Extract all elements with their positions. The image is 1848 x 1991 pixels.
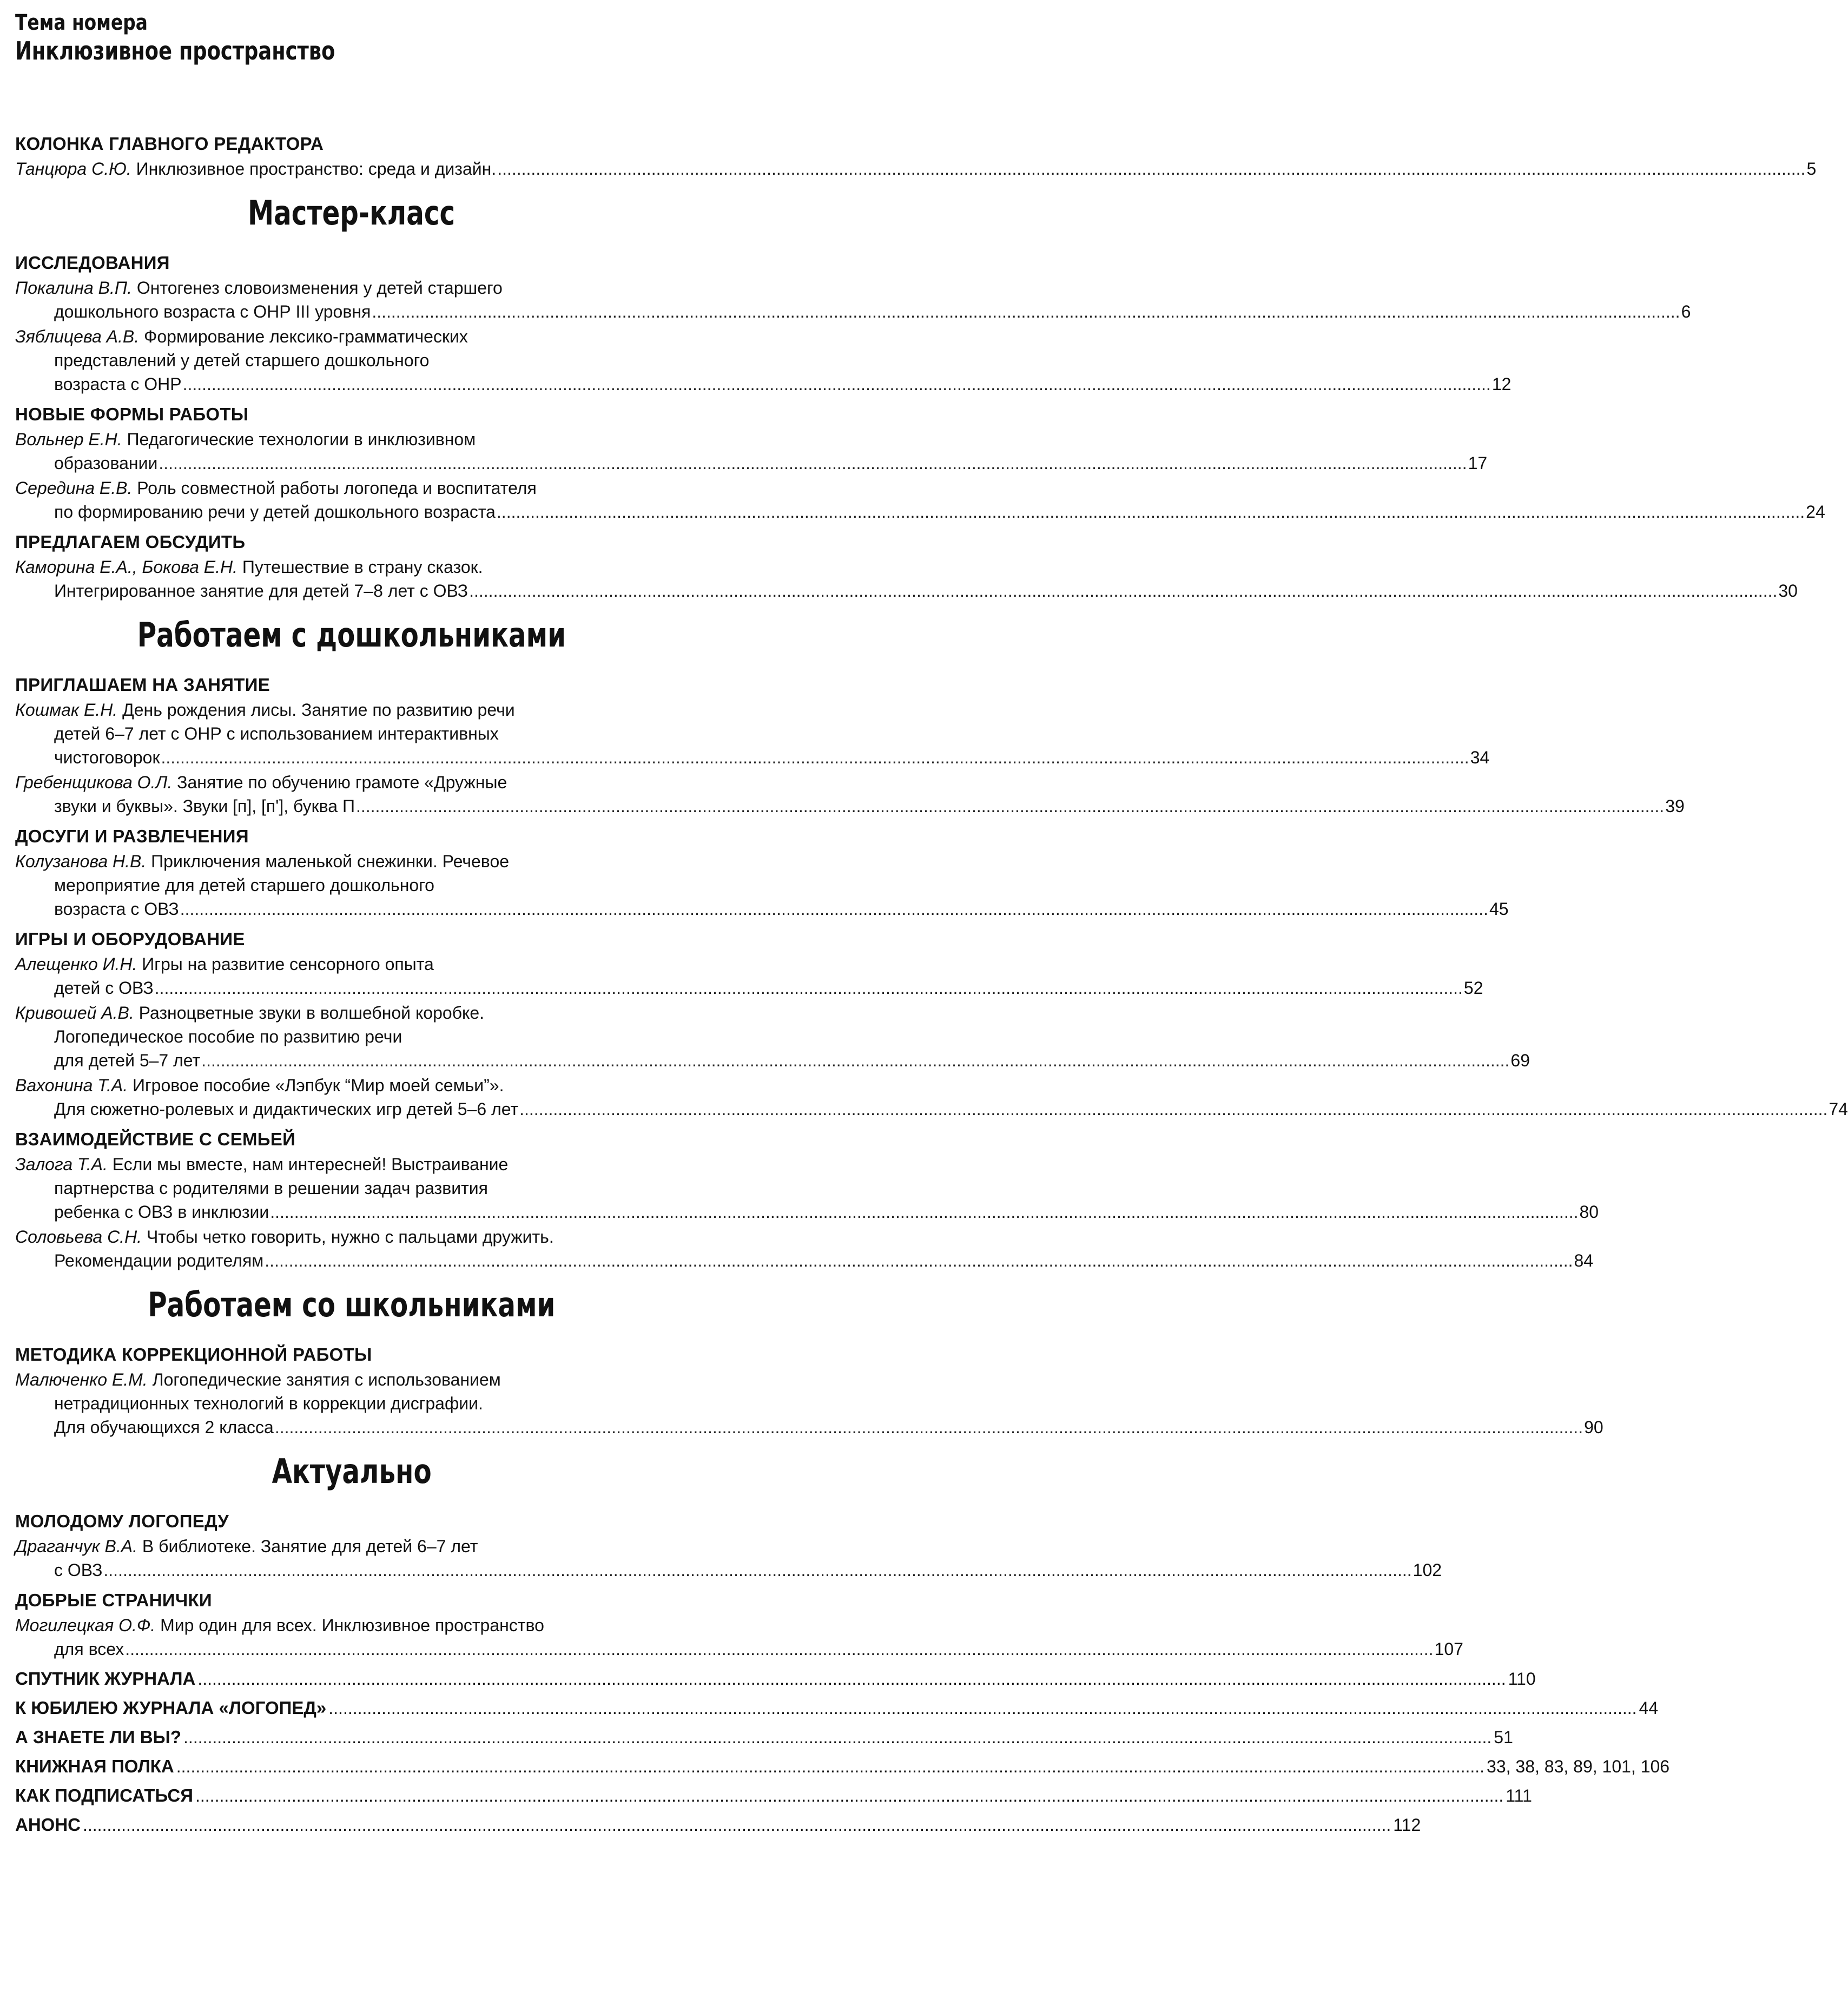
toc-entry[interactable] [15,849,1509,921]
leader-dots [328,1693,1636,1723]
entry-text: Игры на развитие сенсорного опыта [142,954,434,974]
leader-dots [519,1099,1827,1119]
entry-first-line [15,1613,688,1637]
rubric-title: ДОСУГИ И РАЗВЛЕЧЕНИЯ [15,826,249,846]
topic-label: Тема номера [15,10,148,35]
entry-author: Каморина Е.А., Бокова Е.Н. [15,557,237,577]
entry-last-line [15,794,1685,818]
entry-author: Вахонина Т.А. [15,1076,128,1095]
entry-page: 90 [1584,1418,1603,1437]
entry-text: звуки и буквы». Звуки [п], [п'], буква П [54,796,355,816]
entry-last-line [15,579,1798,603]
toc-entry[interactable] [15,1534,1442,1582]
entry-author: Зяблицева А.В. [15,327,140,346]
leader-dots [356,796,1664,816]
misc-entry[interactable] [15,1723,1513,1752]
toc-entry[interactable] [15,276,1691,324]
entry-last-line [15,451,1488,475]
misc-label: КАК ПОДПИСАТЬСЯ [15,1785,193,1805]
misc-pages: 111 [1506,1786,1532,1805]
entry-last-line [15,1097,1848,1121]
entry-text: Путешествие в страну сказок. [242,557,483,577]
entry-page: 84 [1574,1251,1594,1270]
rubric-title: МЕТОДИКА КОРРЕКЦИОННОЙ РАБОТЫ [15,1344,372,1364]
entry-last-line [15,500,1825,524]
toc-entry[interactable] [15,1001,1530,1072]
misc-pages: 33, 38, 83, 89, 101, 106 [1487,1757,1670,1776]
entry-last-line [15,746,1490,769]
entry-line: мероприятие для детей старшего дошкольного [54,875,434,895]
toc-entry[interactable] [15,952,1483,1000]
misc-list [15,1664,1670,1840]
entry-text: Разноцветные звуки в волшебной коробке. [138,1003,485,1023]
toc-entry[interactable] [15,1613,1463,1661]
misc-label: АНОНС [15,1815,81,1835]
entry-last-line [15,1249,1594,1273]
entry-page: 6 [1681,302,1691,321]
entry-last-line [15,1049,1530,1072]
entry-line: представлений у детей старшего дошкольного [54,351,430,370]
rubric-title: ДОБРЫЕ СТРАНИЧКИ [15,1590,212,1610]
entry-first-line [15,770,688,794]
entry-first-line [15,698,688,722]
entry-author: Алещенко И.Н. [15,954,137,974]
entry-first-line [15,325,688,348]
entry-page: 74 [1829,1099,1848,1119]
misc-entry[interactable] [15,1693,1659,1723]
entry-page: 30 [1778,581,1798,601]
toc-entry[interactable] [15,325,1512,396]
toc-entry[interactable] [15,770,1685,818]
entry-author: Танцюра С.Ю. [15,159,131,179]
entry-author: Драганчук В.А. [15,1537,137,1556]
misc-label: СПУТНИК ЖУРНАЛА [15,1669,196,1689]
toc-entry[interactable] [15,1073,1848,1121]
entry-last-line [15,300,1691,324]
entry-last-line [15,1558,1442,1582]
entry-author: Середина Е.В. [15,478,133,498]
leader-dots [180,899,1488,919]
misc-label: К ЮБИЛЕЮ ЖУРНАЛА «ЛОГОПЕД» [15,1698,327,1718]
section-header [15,1440,688,1503]
entry-text: Мир один для всех. Инклюзивное пространство [160,1616,544,1635]
entry-text: В библиотеке. Занятие для детей 6–7 лет [142,1537,478,1556]
leader-dots [265,1251,1573,1270]
rubric-title: ИГРЫ И ОБОРУДОВАНИЕ [15,929,245,949]
entry-text: чистоговорок [54,748,160,767]
entry-text: Роль совместной работы логопеда и воспитателя [137,478,537,498]
leader-dots [176,1752,1484,1781]
entry-text: Занятие по обучению грамоте «Дружные [177,773,507,792]
entry-page: 52 [1463,978,1483,998]
leader-dots [103,1560,1411,1580]
leader-dots [183,1723,1491,1752]
entry-page: 45 [1489,899,1509,919]
leader-dots [469,581,1777,601]
entry-text: возраста с ОНР [54,374,182,394]
entry-text: для детей 5–7 лет [54,1051,201,1070]
entry-text: Интегрированное занятие для детей 7–8 лет с ОВЗ [54,581,468,601]
rubric-title: НОВЫЕ ФОРМЫ РАБОТЫ [15,404,249,424]
entry-text: Приключения маленькой снежинки. Речевое [151,852,510,871]
entry-text: Если мы вместе, нам интересней! Выстраивание [112,1155,509,1174]
section-header [15,604,688,667]
entry-text: ребенка с ОВЗ в инклюзии [54,1202,269,1222]
entry-last-line [15,1200,1599,1224]
entry-text: Формирование лексико-грамматических [144,327,468,346]
entry-page: 107 [1434,1639,1463,1659]
entry-line: Логопедическое пособие по развитию речи [54,1027,402,1046]
toc-entry[interactable] [15,427,1488,475]
section-title: Мастер-класс [248,193,456,233]
misc-entry[interactable] [15,1810,1421,1840]
entry-text: возраста с ОВЗ [54,899,179,919]
leader-dots [183,374,1491,394]
section-header [15,182,688,245]
rubric-title: ВЗАИМОДЕЙСТВИЕ С СЕМЬЕЙ [15,1129,296,1149]
rubric-title: ПРЕДЛАГАЕМ ОБСУДИТЬ [15,532,246,552]
leader-dots [372,302,1680,321]
entry-last-line [15,1637,1463,1661]
leader-dots [497,157,1805,181]
leader-dots [125,1639,1433,1659]
misc-entry[interactable] [15,1781,1532,1810]
toc-entry[interactable] [15,1152,1599,1224]
entry-first-line [15,1225,688,1249]
leader-dots [83,1810,1391,1840]
entry-first-line [15,476,688,500]
section-title: Актуально [272,1452,432,1491]
entry-text: образовании [54,453,158,473]
entry-text: Рекомендации родителям [54,1251,264,1270]
sections-container [15,182,1848,1661]
entry-author: Залога Т.А. [15,1155,108,1174]
entry-first-line [15,276,688,300]
entry-first-line [15,427,688,451]
rubric-title: ПРИГЛАШАЕМ НА ЗАНЯТИЕ [15,675,270,695]
entry-first-line [15,1001,688,1025]
leader-dots [497,502,1805,522]
entry-page: 24 [1806,502,1825,522]
entry-author: Покалина В.П. [15,278,132,298]
entry-text: для всех [54,1639,124,1659]
leader-dots [195,1781,1503,1810]
entry-author: Малюченко Е.М. [15,1370,148,1389]
entry-text: Чтобы четко говорить, нужно с пальцами дружить. [146,1227,554,1247]
entry-author: Вольнер Е.Н. [15,430,122,449]
misc-label: А ЗНАЕТЕ ЛИ ВЫ? [15,1727,182,1747]
leader-dots [270,1202,1578,1222]
entry-author: Гребенщикова О.Л. [15,773,173,792]
rubric-title: МОЛОДОМУ ЛОГОПЕДУ [15,1511,229,1531]
toc-entry[interactable] [15,157,1817,181]
entry-first-line [15,952,688,976]
entry-author: Кошмак Е.Н. [15,700,118,720]
misc-label: КНИЖНАЯ ПОЛКА [15,1756,174,1776]
misc-pages: 112 [1393,1815,1421,1835]
entry-text: День рождения лисы. Занятие по развитию речи [122,700,515,720]
entry-page: 80 [1579,1202,1599,1222]
misc-pages: 51 [1494,1728,1513,1747]
entry-text: дошкольного возраста с ОНР III уровня [54,302,371,321]
entry-text: Педагогические технологии в инклюзивном [127,430,476,449]
entry-text: по формированию речи у детей дошкольного возраста [54,502,496,522]
entry-first-line [15,555,688,579]
topic-header [15,10,688,109]
entry-text: детей с ОВЗ [54,978,154,998]
editor-column [15,131,1817,181]
toc-entry[interactable] [15,698,1490,769]
entry-last-line [15,1415,1603,1439]
section-title: Работаем со школьниками [148,1285,556,1324]
entry-first-line [15,849,688,873]
entry-author: Кривошей А.В. [15,1003,134,1023]
entry-page: 12 [1491,374,1512,394]
leader-dots [155,978,1463,998]
entry-first-line [15,1073,688,1097]
entry-page: 34 [1470,748,1490,767]
leader-dots [197,1664,1506,1693]
entry-text: Логопедические занятия с использованием [152,1370,501,1389]
misc-pages: 44 [1639,1698,1659,1718]
leader-dots [275,1418,1583,1437]
entry-text: Игровое пособие «Лэпбук “Мир моей семьи”». [133,1076,504,1095]
entry-text: Для сюжетно-ролевых и дидактических игр детей 5–6 лет [54,1099,519,1119]
misc-entry[interactable] [15,1752,1670,1781]
entry-first-line [15,1534,688,1558]
entry-text: с ОВЗ [54,1560,103,1580]
entry-page: 102 [1413,1560,1442,1580]
entry-first-line [15,1368,688,1392]
leader-dots [161,748,1469,767]
entry-last-line [15,372,1512,396]
entry-author: Могилецкая О.Ф. [15,1616,156,1635]
section-header [15,1274,688,1336]
entry-page: 5 [1806,159,1817,179]
entry-last-line [15,976,1483,1000]
entry-text: Для обучающихся 2 класса [54,1418,274,1437]
entry-line: детей 6–7 лет с ОНР с использованием интерактивных [54,724,499,743]
entry-page: 39 [1665,796,1685,816]
entry-line: нетрадиционных технологий в коррекции дисграфии. [54,1394,483,1413]
entry-author: Колузанова Н.В. [15,852,147,871]
toc-entry[interactable] [15,1368,1603,1439]
entry-first-line [15,1152,688,1176]
topic-title: Инклюзивное пространство [15,36,335,65]
toc-entry[interactable] [15,1225,1594,1273]
toc-entry[interactable] [15,555,1798,603]
entry-page: 17 [1468,453,1488,473]
entry-author: Соловьева С.Н. [15,1227,142,1247]
section-title: Работаем с дошкольниками [137,615,566,655]
misc-pages: 110 [1508,1669,1536,1689]
entry-last-line [15,897,1509,921]
toc-entry[interactable] [15,476,1825,524]
leader-dots [201,1051,1509,1070]
entry-line: партнерства с родителями в решении задач развития [54,1178,488,1198]
rubric-title: ИССЛЕДОВАНИЯ [15,253,170,273]
entry-text: Онтогенез словоизменения у детей старшего [136,278,503,298]
entry-text: Инклюзивное пространство: среда и дизайн. [136,159,497,179]
rubric-title: КОЛОНКА ГЛАВНОГО РЕДАКТОРА [15,134,324,154]
misc-entry[interactable] [15,1664,1536,1693]
entry-page: 69 [1510,1051,1530,1070]
leader-dots [159,453,1467,473]
